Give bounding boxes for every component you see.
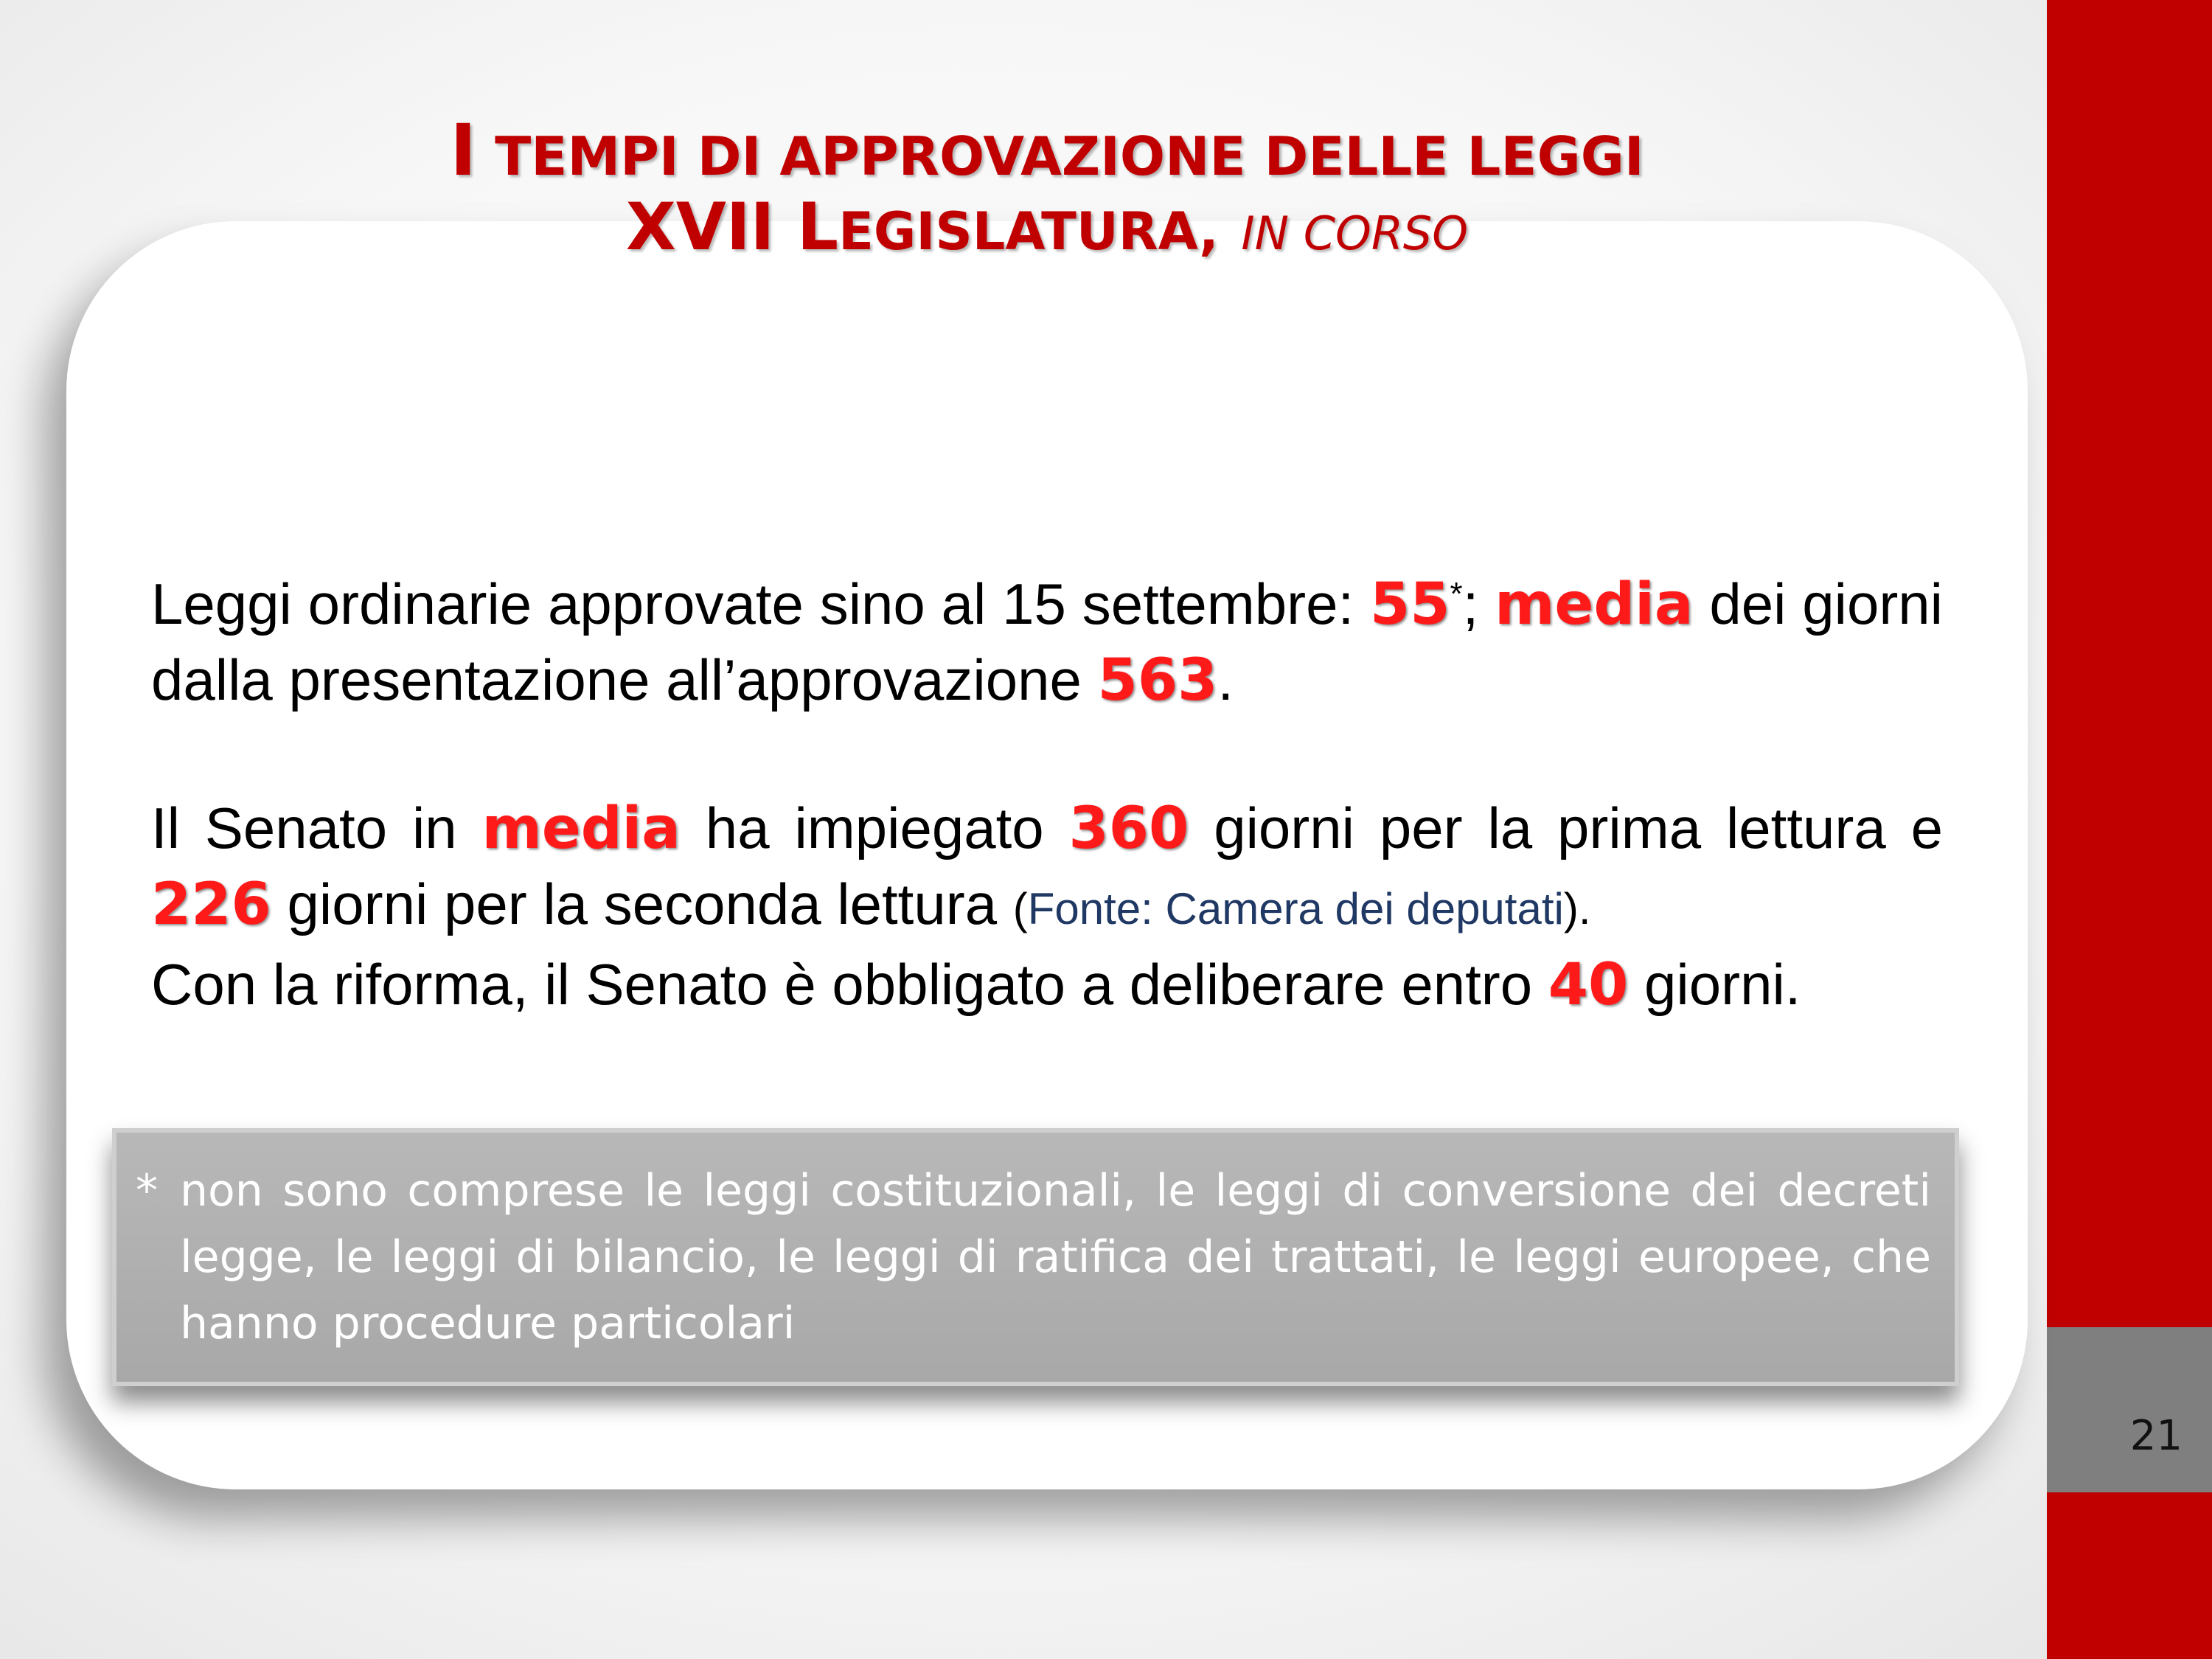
source-text: Fonte: Camera dei deputati <box>1027 884 1564 933</box>
footnote-text <box>136 1158 1931 1357</box>
text-span: . <box>1217 647 1234 712</box>
text-span: ; <box>1462 571 1495 636</box>
source-open-paren: ( <box>1012 884 1028 933</box>
footnote-box <box>112 1128 1959 1386</box>
text-span: dei giorni dalla presentazione all’approvazione <box>151 571 1944 712</box>
title-initial: I <box>450 109 477 192</box>
laws-count-value: 55 <box>1369 571 1450 638</box>
first-reading-days-value: 360 <box>1068 796 1189 862</box>
reform-days-value: 40 <box>1548 952 1629 1018</box>
text-span: ha impiegato <box>680 796 1069 860</box>
title-line-2-italic: IN CORSO <box>1241 206 1469 261</box>
second-reading-days-value: 226 <box>151 872 271 938</box>
media-highlight: media <box>481 796 681 862</box>
media-highlight: media <box>1495 571 1694 638</box>
slide-title <box>0 111 2094 264</box>
footnote-body: non sono comprese le leggi costituzionali, le leggi di conversione dei decreti legge, le leggi di bilancio, le leggi di ratifica dei trattati, le leggi europee, che hanno procedure particolari <box>180 1165 1931 1349</box>
paragraph-senate-average <box>151 790 1943 1023</box>
title-line-2-main: XVII L <box>625 189 839 265</box>
title-line-2-smallcaps: EGISLATURA, <box>838 201 1219 262</box>
average-days-value: 563 <box>1097 647 1218 714</box>
text-span: Leggi ordinarie approvate sino al 15 settembre: <box>151 571 1370 636</box>
page-number-box <box>2047 1327 2212 1492</box>
source-close-paren: ). <box>1563 884 1591 933</box>
footnote-marker: * <box>1450 576 1463 612</box>
text-span: Il Senato in <box>151 796 482 860</box>
title-line-1 <box>0 111 2094 190</box>
text-span: giorni per la prima lettura e <box>1189 796 1943 860</box>
page-number: 21 <box>2129 1412 2183 1460</box>
body-text <box>151 557 1943 1023</box>
text-span: giorni. <box>1628 952 1801 1017</box>
title-line-2 <box>0 190 2094 263</box>
text-span: giorni per la seconda lettura <box>271 872 1013 936</box>
source-citation <box>1013 884 1591 933</box>
paragraph-approved-laws <box>151 557 1943 718</box>
footnote-star: * <box>136 1165 158 1217</box>
title-line-1-text: TEMPI DI APPROVAZIONE DELLE LEGGI <box>476 125 1644 187</box>
text-span: Con la riforma, il Senato è obbligato a deliberare entro <box>151 952 1548 1017</box>
